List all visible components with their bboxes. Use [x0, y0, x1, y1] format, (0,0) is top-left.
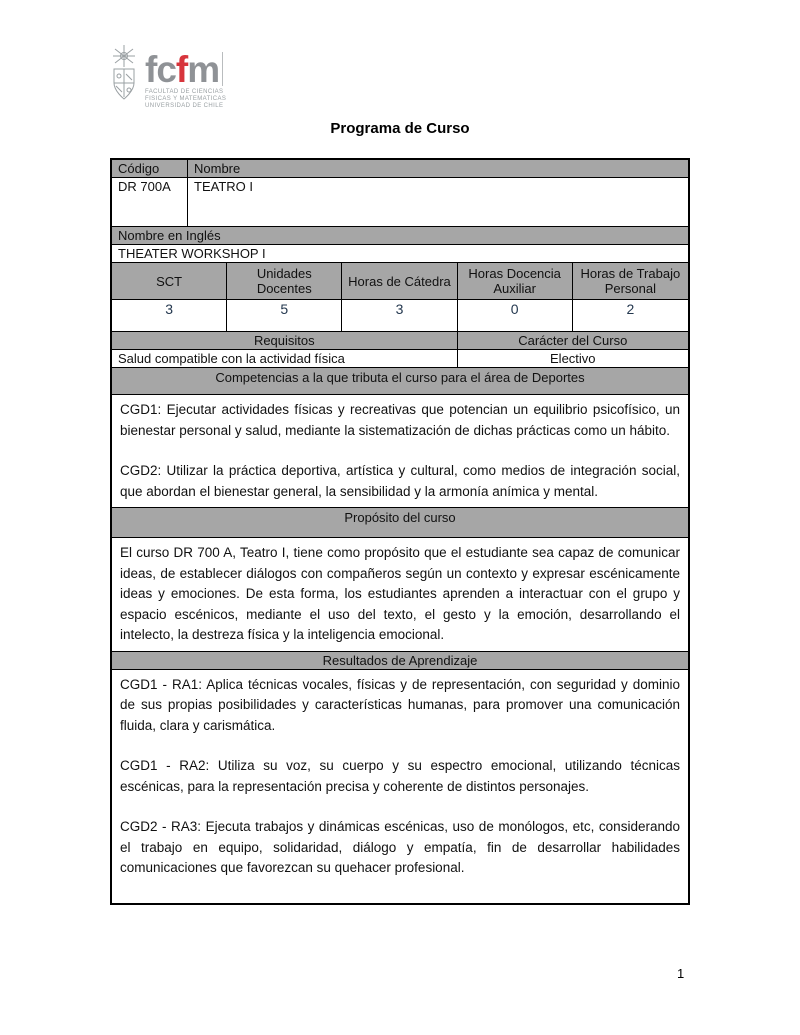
resultados-header-cell: Resultados de Aprendizaje	[322, 652, 478, 668]
competencias-header-cell: Competencias a la que tributa el curso para el área de Deportes	[215, 370, 585, 385]
requisitos-value-cell: Salud compatible con la actividad física	[112, 350, 458, 367]
caracter-value-cell: Electivo	[550, 351, 596, 366]
proposito-paragraph: El curso DR 700 A, Teatro I, tiene como propósito que el estudiante sea capaz de comunicar ideas, de establecer diálogos con compañeros según un contexto y expresar escénicamente ideas y emociones. De esta forma, los estudiantes aprenden a interactuar con el grupo y espacio escénicos, mediante el uso del texto, el gesto y la emoción, desarrollando el intelecto, la destreza física y la inteligencia emocional.	[120, 545, 680, 642]
page-number: 1	[677, 966, 685, 981]
horas-catedra-header-cell: Horas de Cátedra	[342, 263, 457, 299]
faculty-line-1: FACULTAD DE CIENCIAS	[145, 89, 224, 95]
horas-catedra-value-cell: 3	[342, 300, 457, 331]
row-requisitos-caracter-header	[112, 332, 688, 350]
competencia-cgd1-paragraph: CGD1: Ejecutar actividades físicas y recreativas que potencian un equilibrio psicofísico, un bienestar personal y salud, mediante la sistematización de dichas prácticas como un hábito.	[120, 402, 680, 438]
brand-red-f: f	[175, 49, 188, 90]
requisitos-header-cell: Requisitos	[112, 332, 458, 349]
row-hours-headers	[112, 263, 688, 300]
resultado-ra2-paragraph: CGD1 - RA2: Utiliza su voz, su cuerpo y su espectro emocional, utilizando técnicas escénicas, para la representación precisa y coherente de distintos personajes.	[120, 758, 680, 794]
sct-header-cell: SCT	[112, 263, 227, 299]
horas-docencia-auxiliar-header-cell: Horas Docencia Auxiliar	[458, 263, 573, 299]
caracter-header-cell: Carácter del Curso	[518, 333, 628, 348]
nombre-value-cell: TEATRO I	[194, 179, 253, 194]
faculty-line-3: UNIVERSIDAD DE CHILE	[145, 103, 224, 109]
proposito-body-cell	[112, 538, 688, 651]
codigo-header-cell: Código	[112, 160, 188, 177]
row-code-name-header	[112, 160, 688, 178]
sct-value-cell: 3	[112, 300, 227, 331]
brand-gray-2: m	[187, 49, 220, 90]
row-code-name-values	[112, 178, 688, 227]
page-title: Programa de Curso	[330, 120, 470, 137]
logo-text-block	[145, 44, 226, 110]
faculty-name-text	[145, 89, 226, 110]
codigo-value-cell: DR 700A	[112, 178, 188, 226]
row-english-name-value	[112, 245, 688, 263]
row-resultados-body	[112, 670, 688, 903]
unidades-docentes-header-cell: Unidades Docentes	[227, 263, 342, 299]
horas-trabajo-personal-header-cell: Horas de Trabajo Personal	[580, 266, 681, 296]
row-hours-values	[112, 300, 688, 332]
fcfm-wordmark	[145, 49, 226, 90]
horas-trabajo-personal-value-cell: 2	[626, 301, 635, 317]
row-english-name-header	[112, 227, 688, 245]
faculty-line-2: FISICAS Y MATEMATICAS	[145, 96, 227, 102]
fcfm-logo	[110, 44, 226, 110]
row-proposito-body	[112, 538, 688, 652]
row-proposito-header	[112, 508, 688, 538]
row-requisitos-caracter-values	[112, 350, 688, 368]
unidades-docentes-value-cell: 5	[227, 300, 342, 331]
horas-docencia-auxiliar-value-cell: 0	[458, 300, 573, 331]
competencia-cgd2-paragraph: CGD2: Utilizar la práctica deportiva, artística y cultural, como medios de integración social, que abordan el bienestar general, la sensibilidad y la armonía anímica y mental.	[120, 463, 680, 499]
row-resultados-header	[112, 652, 688, 670]
logo-divider	[222, 52, 223, 86]
resultados-body-cell	[112, 670, 688, 903]
resultado-ra3-paragraph: CGD2 - RA3: Ejecuta trabajos y dinámicas escénicas, uso de monólogos, etc, considerando el trabajo en equipo, solidaridad, diálogo y empatía, fin de desarrollar habilidades comunicaciones que favorezcan su quehacer profesional.	[120, 819, 680, 875]
row-competencias-header	[112, 368, 688, 395]
nombre-header-cell: Nombre	[194, 161, 241, 176]
course-program-table	[110, 158, 690, 905]
nombre-ingles-value-cell: THEATER WORKSHOP I	[118, 246, 266, 261]
resultado-ra1-paragraph: CGD1 - RA1: Aplica técnicas vocales, físicas y de representación, con seguridad y dominio de sus propias posibilidades y características humanas, para promover una comunicación fluida, clara y carismática.	[120, 676, 680, 733]
brand-gray-1: fc	[145, 49, 176, 90]
row-competencias-body	[112, 395, 688, 508]
nombre-ingles-header-cell: Nombre en Inglés	[118, 228, 221, 243]
university-crest-icon	[110, 44, 138, 102]
proposito-header-cell: Propósito del curso	[344, 510, 456, 525]
competencias-body-cell	[112, 395, 688, 507]
